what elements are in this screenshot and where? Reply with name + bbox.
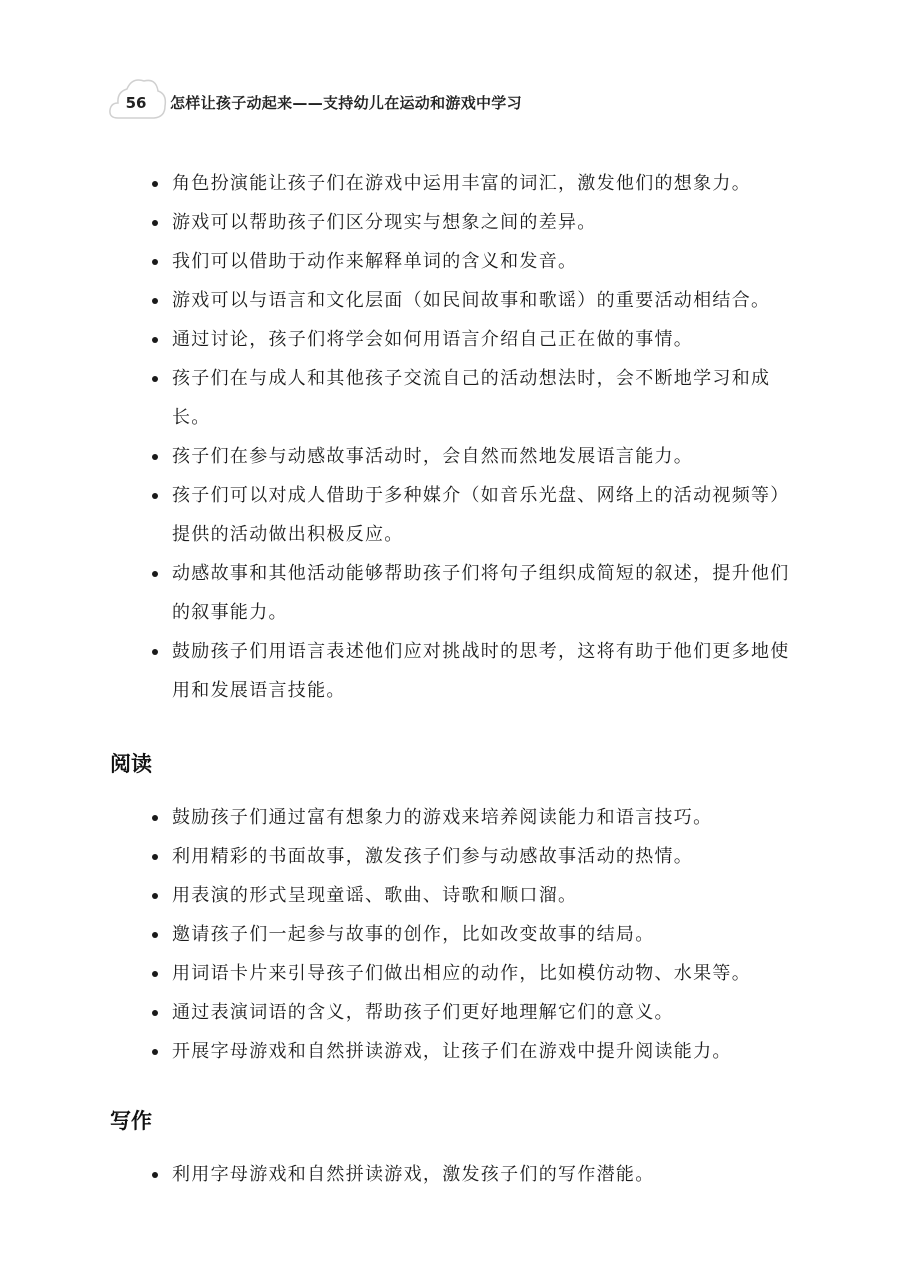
bullet-icon bbox=[152, 649, 158, 655]
list-item-text: 邀请孩子们一起参与故事的创作，比如改变故事的结局。 bbox=[172, 924, 655, 945]
list-item bbox=[110, 876, 790, 915]
list-item-text: 利用字母游戏和自然拼读游戏，激发孩子们的写作潜能。 bbox=[172, 1164, 655, 1185]
bullet-list-reading bbox=[110, 798, 790, 1071]
list-item-text: 角色扮演能让孩子们在游戏中运用丰富的词汇，激发他们的想象力。 bbox=[172, 173, 751, 194]
bullet-icon bbox=[152, 854, 158, 860]
bullet-icon bbox=[152, 1172, 158, 1178]
bullet-icon bbox=[152, 893, 158, 899]
list-item bbox=[110, 954, 790, 993]
bullet-icon bbox=[152, 337, 158, 343]
bullet-icon bbox=[152, 571, 158, 577]
page-number: 56 bbox=[125, 94, 147, 112]
list-item-text: 我们可以借助于动作来解释单词的含义和发音。 bbox=[172, 251, 578, 272]
list-item-text: 孩子们在参与动感故事活动时，会自然而然地发展语言能力。 bbox=[172, 446, 694, 467]
bullet-list-language bbox=[110, 164, 790, 710]
bullet-icon bbox=[152, 220, 158, 226]
bullet-icon bbox=[152, 181, 158, 187]
bullet-icon bbox=[152, 971, 158, 977]
list-item bbox=[110, 476, 790, 554]
list-item bbox=[110, 281, 790, 320]
list-item bbox=[110, 359, 790, 437]
list-item bbox=[110, 164, 790, 203]
bullet-icon bbox=[152, 1049, 158, 1055]
list-item-text: 通过表演词语的含义，帮助孩子们更好地理解它们的意义。 bbox=[172, 1002, 674, 1023]
list-item bbox=[110, 242, 790, 281]
list-item-text: 动感故事和其他活动能够帮助孩子们将句子组织成简短的叙述，提升他们的叙事能力。 bbox=[172, 563, 790, 623]
running-title: 怎样让孩子动起来——支持幼儿在运动和游戏中学习 bbox=[170, 94, 522, 112]
bullet-icon bbox=[152, 298, 158, 304]
list-item-text: 游戏可以帮助孩子们区分现实与想象之间的差异。 bbox=[172, 212, 597, 233]
list-item-text: 游戏可以与语言和文化层面（如民间故事和歌谣）的重要活动相结合。 bbox=[172, 290, 771, 311]
list-item bbox=[110, 554, 790, 632]
section-heading-writing: 写作 bbox=[110, 1109, 152, 1133]
list-item bbox=[110, 993, 790, 1032]
list-item-text: 鼓励孩子们通过富有想象力的游戏来培养阅读能力和语言技巧。 bbox=[172, 807, 713, 828]
bullet-icon bbox=[152, 815, 158, 821]
list-item-text: 用词语卡片来引导孩子们做出相应的动作，比如模仿动物、水果等。 bbox=[172, 963, 751, 984]
list-item-text: 通过讨论，孩子们将学会如何用语言介绍自己正在做的事情。 bbox=[172, 329, 694, 350]
bullet-icon bbox=[152, 493, 158, 499]
list-item-text: 开展字母游戏和自然拼读游戏，让孩子们在游戏中提升阅读能力。 bbox=[172, 1041, 732, 1062]
list-item bbox=[110, 203, 790, 242]
list-item-text: 孩子们在与成人和其他孩子交流自己的活动想法时，会不断地学习和成长。 bbox=[172, 368, 771, 428]
list-item bbox=[110, 915, 790, 954]
list-item bbox=[110, 1155, 790, 1194]
main-content bbox=[110, 164, 790, 1194]
bullet-icon bbox=[152, 259, 158, 265]
list-item bbox=[110, 837, 790, 876]
section-heading-reading: 阅读 bbox=[110, 752, 152, 776]
list-item bbox=[110, 320, 790, 359]
list-item-text: 用表演的形式呈现童谣、歌曲、诗歌和顺口溜。 bbox=[172, 885, 578, 906]
bullet-icon bbox=[152, 376, 158, 382]
list-item bbox=[110, 437, 790, 476]
list-item-text: 利用精彩的书面故事，激发孩子们参与动感故事活动的热情。 bbox=[172, 846, 694, 867]
bullet-icon bbox=[152, 454, 158, 460]
bullet-list-writing bbox=[110, 1155, 790, 1194]
list-item bbox=[110, 1032, 790, 1071]
list-item bbox=[110, 798, 790, 837]
page-header bbox=[108, 72, 708, 128]
list-item-text: 鼓励孩子们用语言表述他们应对挑战时的思考，这将有助于他们更多地使用和发展语言技能。 bbox=[172, 641, 790, 701]
bullet-icon bbox=[152, 1010, 158, 1016]
list-item bbox=[110, 632, 790, 710]
list-item-text: 孩子们可以对成人借助于多种媒介（如音乐光盘、网络上的活动视频等）提供的活动做出积极反应。 bbox=[172, 485, 790, 545]
bullet-icon bbox=[152, 932, 158, 938]
